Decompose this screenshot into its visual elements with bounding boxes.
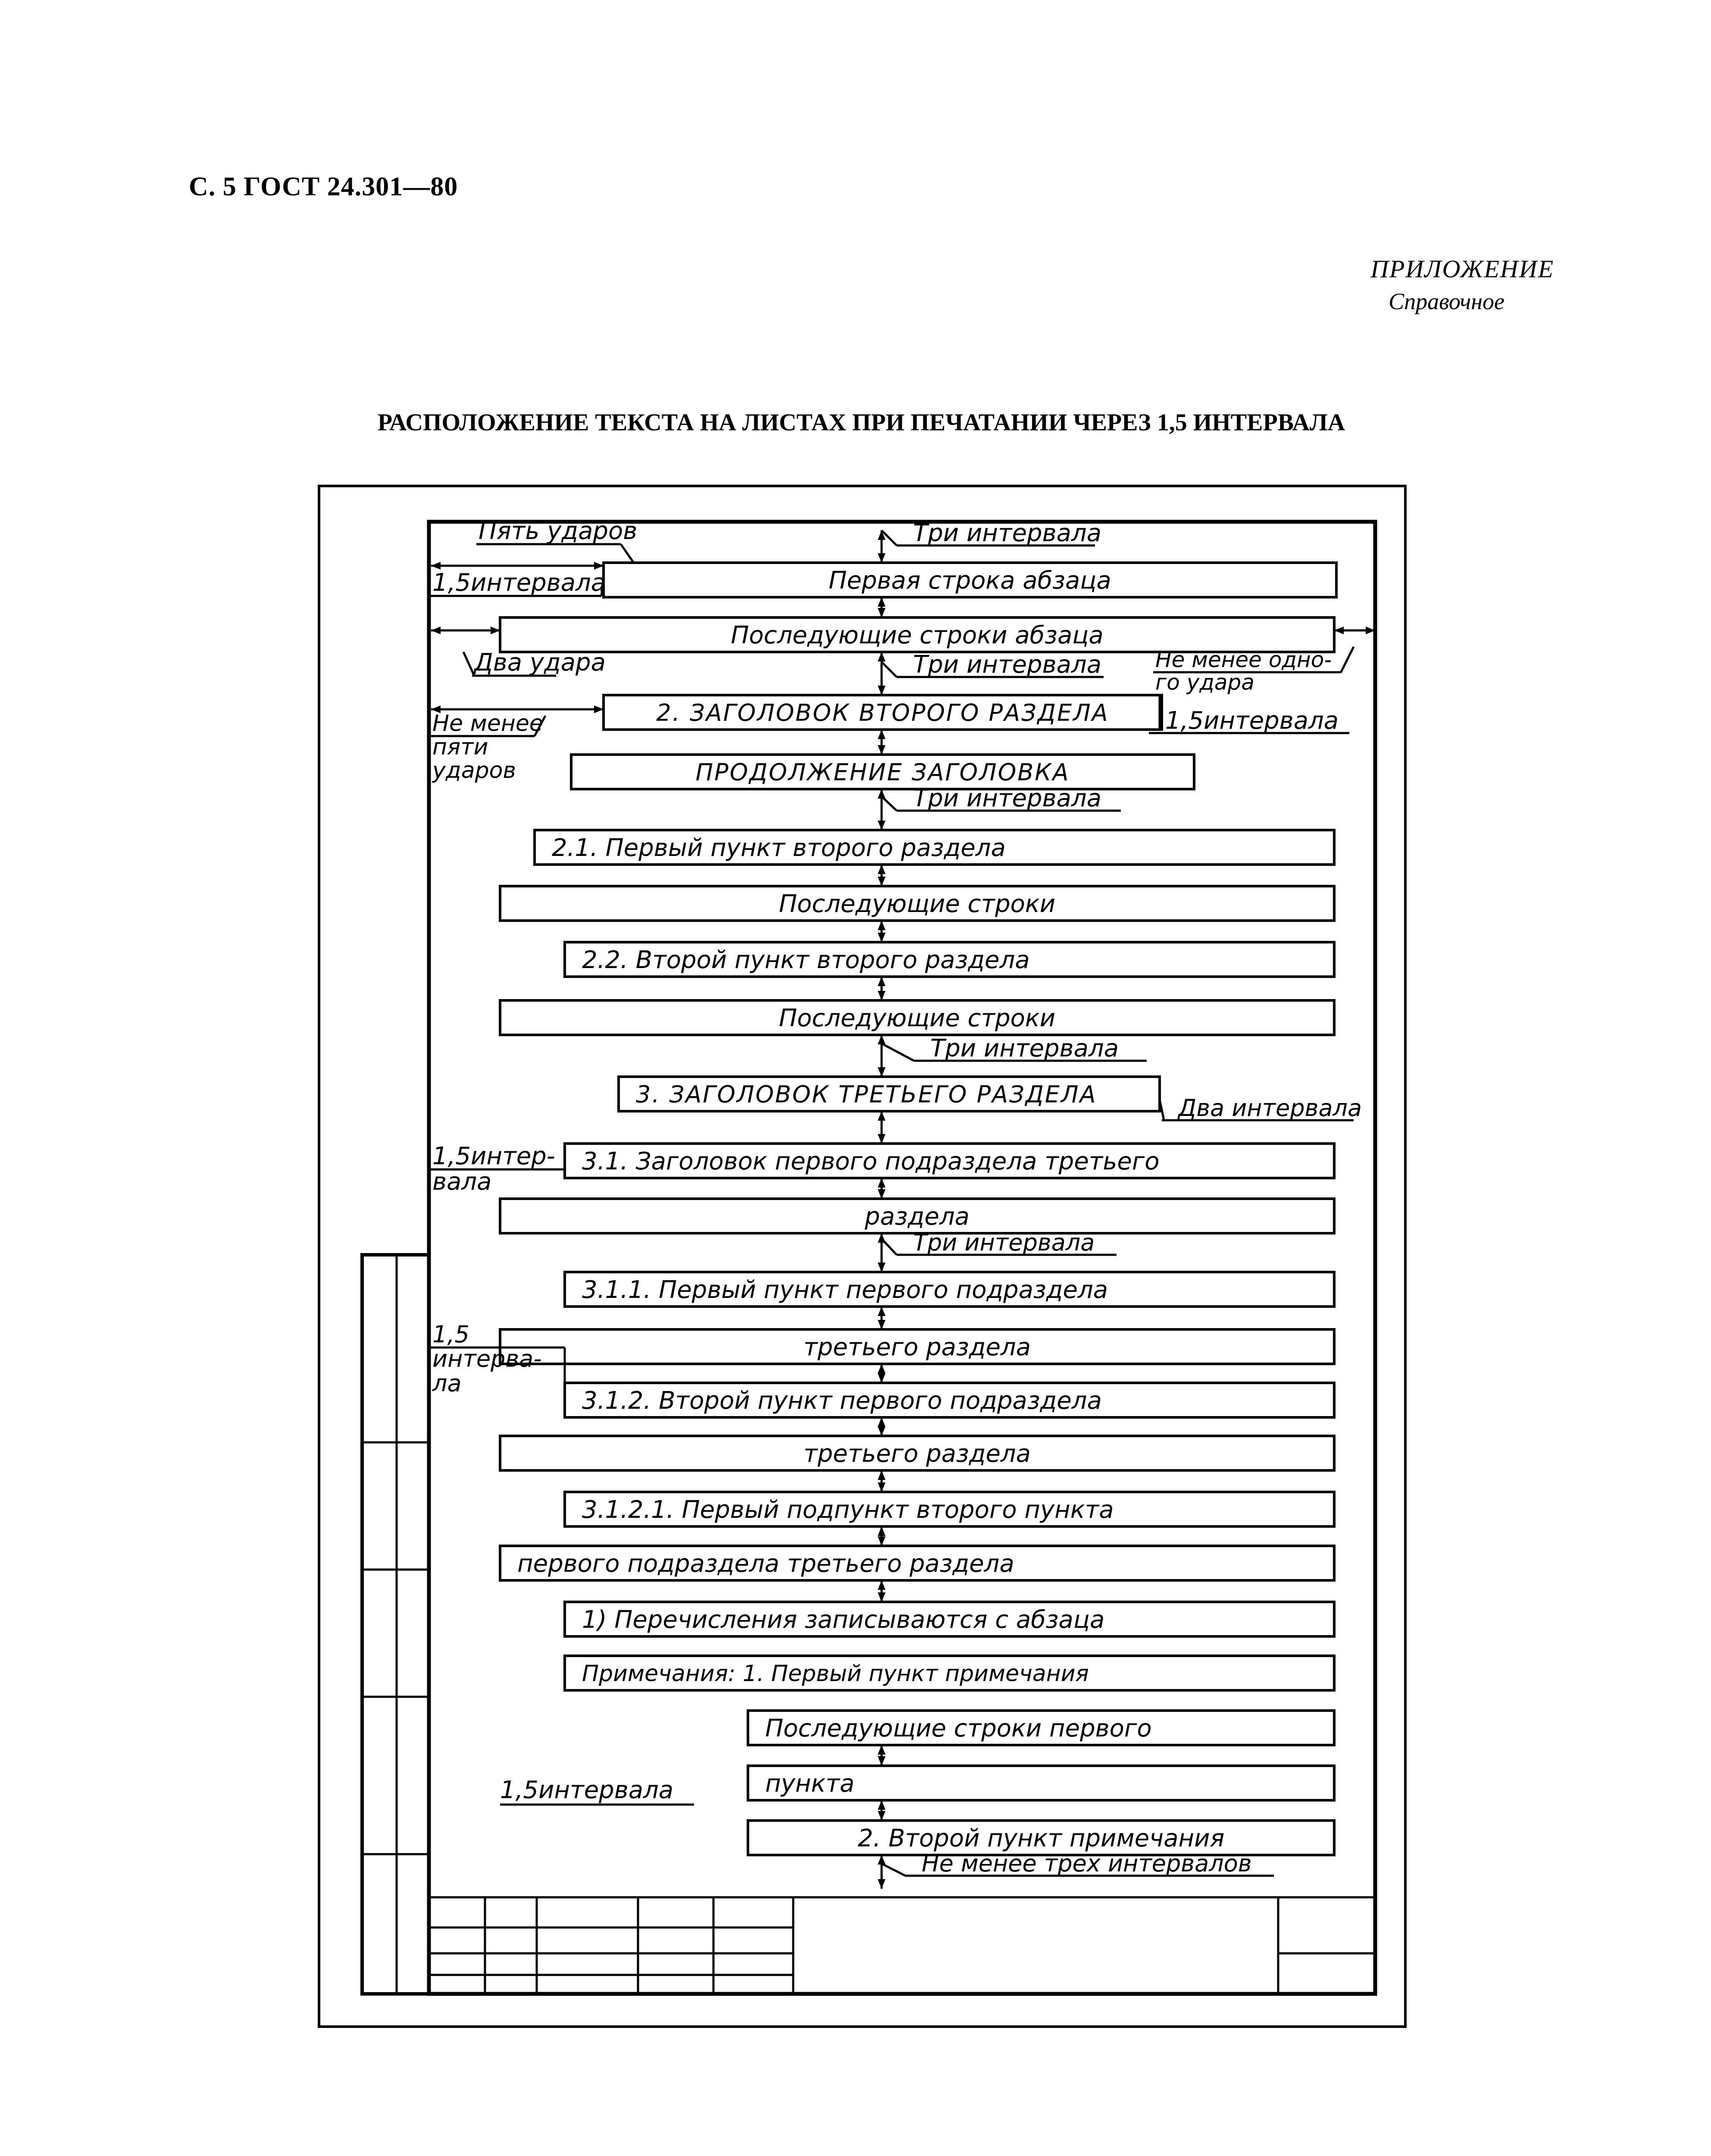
dimension-arrow-head <box>878 1482 885 1492</box>
text-line-box-label: Последующие строки абзаца <box>731 621 1104 650</box>
interval-annotation <box>1160 1094 1362 1122</box>
text-line-box-label: Первая строка абзаца <box>829 567 1111 595</box>
margin-annotation-line: Пять ударов <box>479 517 638 545</box>
annotation-leader <box>882 1864 905 1876</box>
text-line-box <box>500 1000 1334 1035</box>
interval-annotation-text: Три интервала <box>913 651 1102 679</box>
margin-annotation <box>472 649 606 677</box>
margin-leader <box>463 652 474 676</box>
dimension-arrow-head <box>878 1320 885 1329</box>
dimension-arrow-head <box>878 1756 885 1766</box>
interval-annotation <box>882 519 1101 547</box>
dimension-arrow-head <box>878 553 885 563</box>
dimension-arrow-head <box>878 1189 885 1199</box>
dimension-arrow-head <box>878 1855 885 1865</box>
dimension-arrow-head <box>878 1263 885 1272</box>
interval-annotation-text: 1,5интервала <box>1165 707 1339 735</box>
text-line-box <box>535 830 1334 865</box>
text-line-box-label: Последующие строки <box>779 1004 1056 1033</box>
margin-annotation-line: интерва- <box>432 1345 542 1373</box>
interval-annotation-text: Три интервала <box>913 784 1102 812</box>
text-line-box <box>500 1329 1334 1364</box>
margin-annotation-line: Не менее <box>432 711 543 736</box>
text-line-box-label: Примечания: 1. Первый пункт примечания <box>582 1661 1089 1687</box>
margin-annotation-line: ла <box>432 1369 462 1397</box>
text-line-box-label: 1) Перечисления записываются с абзаца <box>582 1606 1105 1634</box>
right-margin-arrow-head <box>1334 627 1344 634</box>
interval-annotation-text: Три интервала <box>930 1034 1119 1062</box>
annotation-leader <box>882 796 897 811</box>
interval-annotation-text: Не менее трех интервалов <box>922 1850 1252 1877</box>
dimension-arrow-head <box>878 608 885 617</box>
notes-interval-annotation-text: 1,5интервала <box>500 1776 674 1804</box>
text-line-box-label: пункта <box>765 1770 855 1798</box>
annotation-leader <box>882 1044 914 1061</box>
text-line-box <box>500 1199 1334 1233</box>
dimension-arrow-head <box>878 1364 885 1373</box>
dimension-arrow-head <box>878 652 885 661</box>
dimension-arrow-head <box>878 730 885 739</box>
text-line-box <box>604 563 1336 597</box>
interval-annotation <box>882 651 1104 679</box>
dimension-arrow-head <box>878 1879 885 1889</box>
text-line-boxes <box>500 563 1336 1855</box>
margin-annotation <box>430 711 543 783</box>
text-line-box <box>565 1602 1334 1636</box>
text-line-box-label: Последующие строки <box>779 890 1056 918</box>
text-line-box-label: 2.1. Первый пункт второго раздела <box>552 834 1006 862</box>
text-line-box <box>500 617 1334 652</box>
margin-arrow-head <box>491 627 500 634</box>
margin-annotation <box>1153 647 1341 695</box>
text-line-box-label: третьего раздела <box>803 1440 1031 1468</box>
text-line-box <box>500 1546 1334 1580</box>
margin-annotation-line: 1,5интер- <box>432 1142 555 1170</box>
text-line-box-label: раздела <box>865 1203 970 1231</box>
page-header: С. 5 ГОСТ 24.301—80 <box>189 172 458 201</box>
dimension-arrow-head <box>878 1373 885 1383</box>
margin-annotation-line: вала <box>432 1167 492 1196</box>
text-line-box <box>604 695 1162 730</box>
notes-interval-annotation <box>500 1776 694 1805</box>
text-line-box-label: третьего раздела <box>803 1333 1031 1362</box>
text-line-box-label: 3.1.1. Первый пункт первого подраздела <box>582 1276 1108 1304</box>
interval-annotation <box>882 1850 1274 1877</box>
text-line-box-label: 3.1.2. Второй пункт первого подраздела <box>582 1387 1102 1415</box>
text-line-box <box>619 1077 1160 1111</box>
text-line-box-label: 2.2. Второй пункт второго раздела <box>582 946 1030 975</box>
text-line-box-label: 3.1.2.1. Первый подпункт второго пункта <box>582 1496 1114 1524</box>
text-line-box-label: 3. ЗАГОЛОВОК ТРЕТЬЕГО РАЗДЕЛА <box>636 1081 1097 1108</box>
heading-indent-arrow-head <box>594 705 604 713</box>
margin-leader <box>621 544 634 563</box>
margin-annotation-line: 1,5интервала <box>432 569 606 597</box>
annotation-leader <box>882 1239 897 1255</box>
appendix-kind: Справочное <box>1389 288 1505 314</box>
dimension-arrow-head <box>878 933 885 942</box>
dimension-arrow-head <box>878 865 885 874</box>
text-line-box <box>748 1766 1334 1800</box>
text-line-box-label: первого подраздела третьего раздела <box>517 1550 1014 1578</box>
dimension-arrow-head <box>878 1811 885 1821</box>
margin-annotation-line: ударов <box>432 758 516 784</box>
dimension-arrow-head <box>878 1526 885 1536</box>
interval-annotation-text: Два интервала <box>1178 1094 1362 1122</box>
dimension-arrow-head <box>878 745 885 755</box>
text-line-box <box>565 942 1334 977</box>
dimension-arrow-head <box>878 1067 885 1077</box>
dimension-arrow-head <box>878 1111 885 1121</box>
document-title: РАСПОЛОЖЕНИЕ ТЕКСТА НА ЛИСТАХ ПРИ ПЕЧАТАНИИ ЧЕРЕЗ 1,5 ИНТЕРВАЛА <box>377 409 1345 436</box>
margin-annotation <box>430 569 606 597</box>
margin-annotation-line: Не менее одно- <box>1155 647 1332 672</box>
dimension-arrow-head <box>878 597 885 607</box>
margin-annotation-line: го удара <box>1155 670 1254 695</box>
text-line-box <box>748 1711 1334 1745</box>
margin-annotation-line: 1,5 <box>432 1321 469 1348</box>
text-line-box <box>565 1383 1334 1417</box>
dimension-arrow-head <box>878 1745 885 1755</box>
text-line-box <box>565 1272 1334 1307</box>
margin-arrow-head <box>431 627 441 634</box>
interval-annotation-text: Три интервала <box>913 1229 1095 1256</box>
dimension-arrow-head <box>878 1426 885 1436</box>
margin-annotation <box>1160 711 1333 739</box>
text-line-box <box>500 886 1334 921</box>
margin-annotation <box>430 1142 565 1196</box>
margin-leader <box>1341 647 1354 673</box>
text-line-box-label: 3.1. Заголовок первого подраздела третьего <box>582 1147 1160 1176</box>
dimension-arrow-head <box>878 1470 885 1480</box>
text-line-box <box>571 755 1194 789</box>
dimension-arrow-head <box>878 1307 885 1316</box>
text-line-box <box>565 1492 1334 1526</box>
interval-annotation-text: Три интервала <box>913 519 1102 547</box>
dimension-arrow-head <box>878 1178 885 1188</box>
margin-annotation-line: Два удара <box>474 649 606 677</box>
dimension-arrow-head <box>878 1417 885 1427</box>
dimension-arrow-head <box>878 921 885 930</box>
text-line-box <box>565 1144 1334 1178</box>
text-line-box-label: ПРОДОЛЖЕНИЕ ЗАГОЛОВКА <box>695 758 1070 786</box>
dimension-arrow-head <box>878 977 885 986</box>
dimension-arrow-head <box>878 1536 885 1546</box>
margin-annotation-line: пяти <box>432 734 488 760</box>
interval-annotation <box>882 784 1121 812</box>
annotation-leader <box>882 662 897 677</box>
appendix-label: ПРИЛОЖЕНИЕ <box>1370 255 1554 283</box>
dimension-arrow-head <box>878 1134 885 1144</box>
dimension-arrow-head <box>878 1592 885 1602</box>
dimension-arrow-head <box>878 991 885 1000</box>
text-line-box-label: Последующие строки первого <box>765 1714 1152 1743</box>
text-line-box-label: 2. ЗАГОЛОВОК ВТОРОГО РАЗДЕЛА <box>656 699 1109 727</box>
dimension-arrow-head <box>878 877 885 886</box>
dimension-arrow-head <box>878 1035 885 1044</box>
dimension-arrow-head <box>878 1800 885 1810</box>
margin-annotation <box>476 517 637 545</box>
dimension-arrow-head <box>878 1580 885 1590</box>
interval-annotation <box>882 1034 1147 1062</box>
text-line-box-label: 2. Второй пункт примечания <box>857 1824 1225 1853</box>
dimension-arrow-head <box>878 686 885 695</box>
interval-annotation <box>882 1229 1117 1256</box>
dimension-arrow-head <box>878 821 885 830</box>
text-line-box <box>500 1436 1334 1470</box>
text-line-box <box>565 1656 1334 1690</box>
